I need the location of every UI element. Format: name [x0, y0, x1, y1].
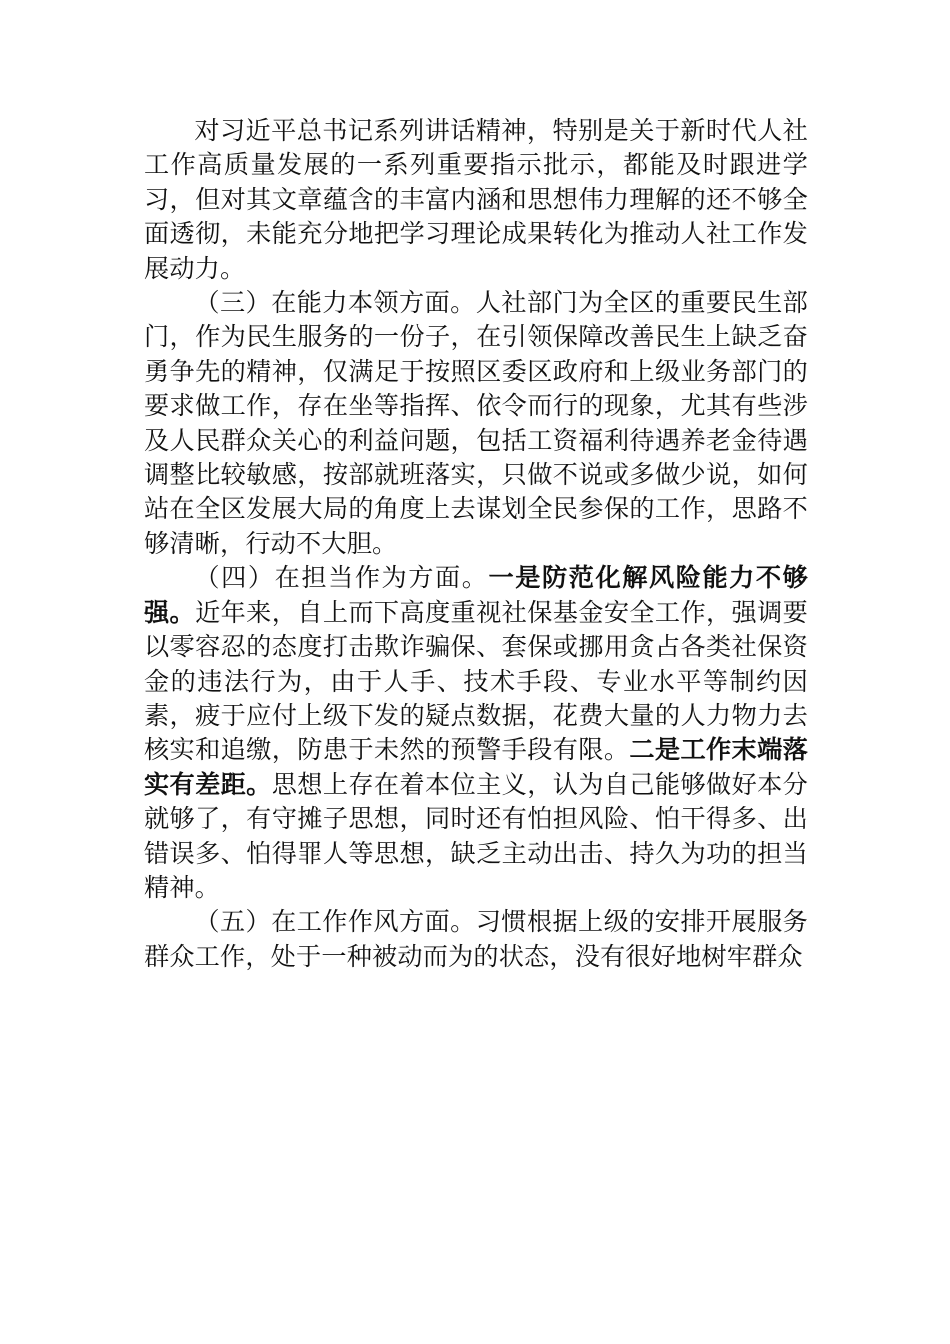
section-heading-text: （四）在担当作为方面。: [194, 563, 489, 593]
paragraph-ability-section: [144, 286, 808, 561]
paragraph-text: 近年来，自上而下高度重视社保基金安全工作，强调要以零容忍的态度打击欺诈骗保、套保或挪用贪占各类社保资金的违法行为，由于人手、技术手段、专业水平等制约因素，疲于应付上级下发的疑点数据，花费大量的人力物力去核实和追缴，防患于未然的预警手段有限。: [144, 597, 808, 765]
bold-point-two: 二是工作末端落实有差距。: [144, 735, 808, 799]
paragraph-study-theory: [144, 114, 808, 286]
bold-point-one: 一是防范化解风险能力不够强。: [144, 563, 808, 627]
paragraph-responsibility-section: [144, 561, 808, 905]
paragraph-text: （三）在能力本领方面。人社部门为全区的重要民生部门，作为民生服务的一份子，在引领保障改善民生上缺乏奋勇争先的精神，仅满足于按照区委区政府和上级业务部门的要求做工作，存在坐等指挥、依令而行的现象，尤其有些涉及人民群众关心的利益问题，包括工资福利待遇养老金待遇调整比较敏感，按部就班落实，只做不说或多做少说，如何站在全区发展大局的角度上去谋划全民参保的工作，思路不够清晰，行动不大胆。: [144, 288, 808, 558]
paragraph-work-style-section: [144, 905, 808, 974]
document-body: [144, 114, 808, 974]
paragraph-text: （五）在工作作风方面。习惯根据上级的安排开展服务群众工作，处于一种被动而为的状态，没有很好地树牢群众: [144, 907, 808, 971]
paragraph-text: 思想上存在着本位主义，认为自己能够做好本分就够了，有守摊子思想，同时还有怕担风险、怕干得多、出错误多、怕得罪人等思想，缺乏主动出击、持久为功的担当精神。: [144, 769, 808, 902]
paragraph-text: 对习近平总书记系列讲话精神，特别是关于新时代人社工作高质量发展的一系列重要指示批示，都能及时跟进学习，但对其文章蕴含的丰富内涵和思想伟力理解的还不够全面透彻，未能充分地把学习理论成果转化为推动人社工作发展动力。: [144, 116, 808, 283]
